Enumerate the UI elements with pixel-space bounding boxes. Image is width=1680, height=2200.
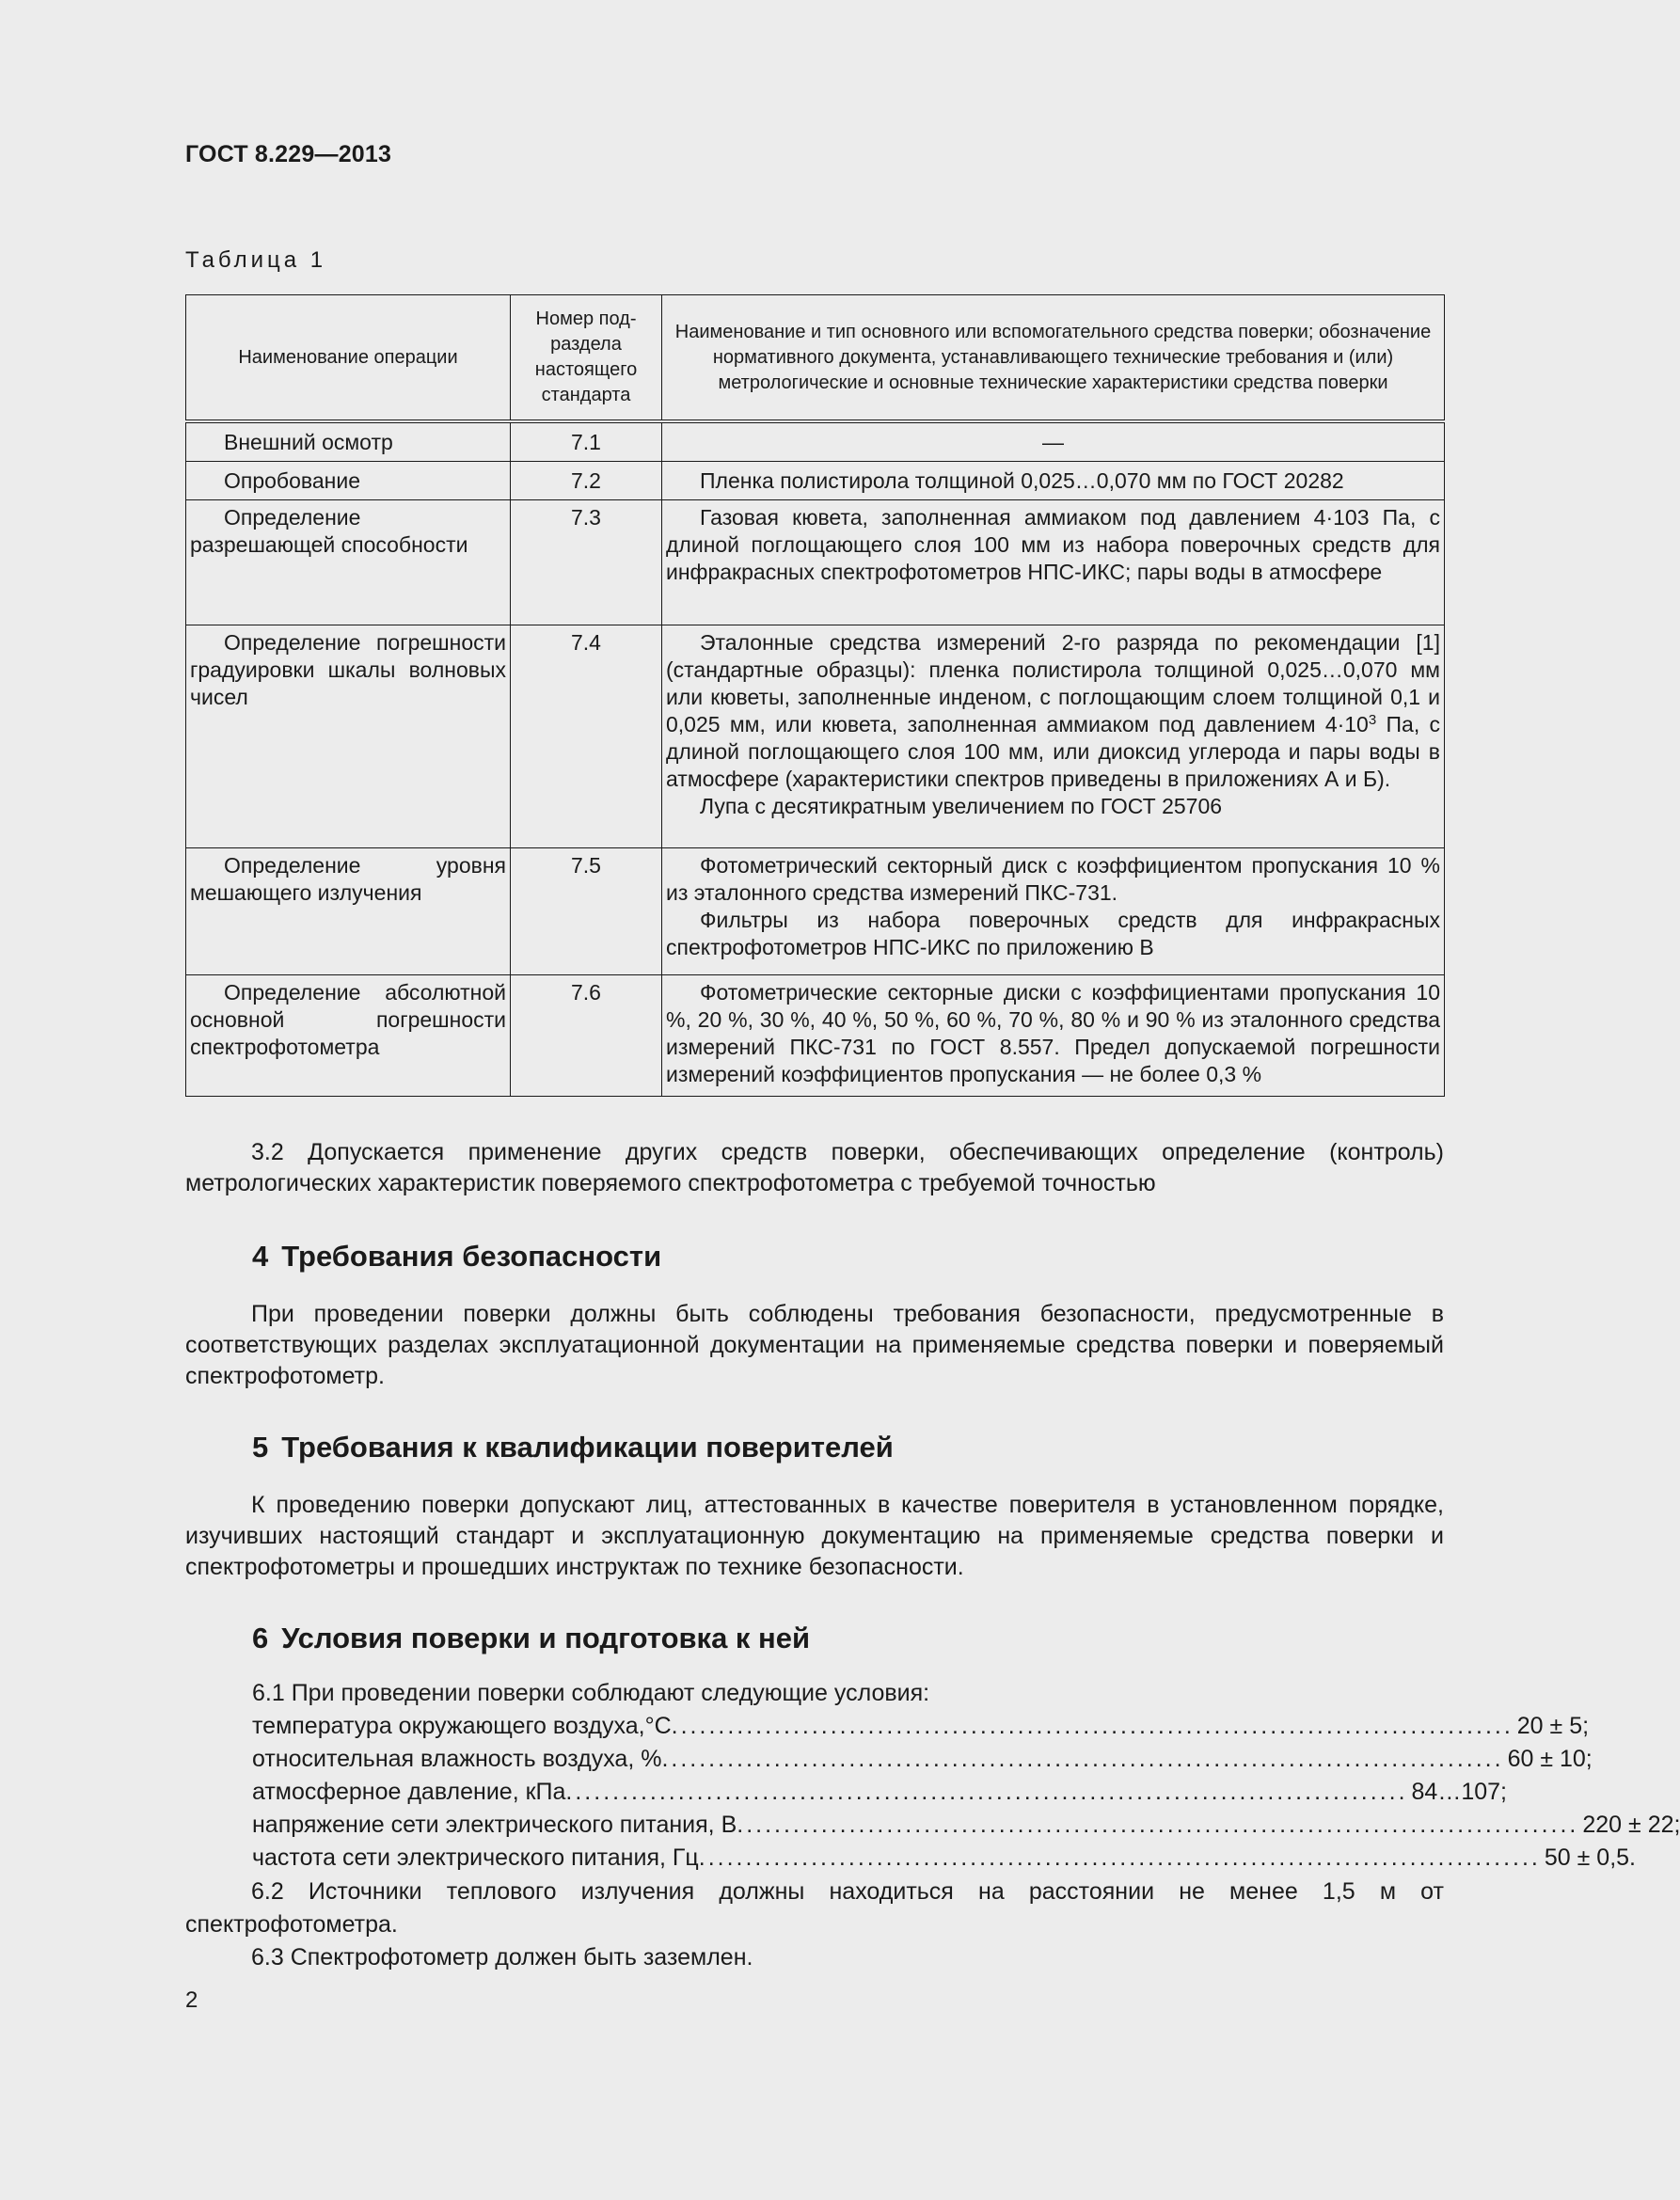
condition-value: 20 ± 5; [1516, 1713, 1590, 1739]
paragraph-text: При проведении поверки должны быть соблюдены требования безопасности, предусмотренные в соответствующих разделах эксплуатационной документации на применяемые средства поверки и поверяемый спектрофотометр. [185, 1301, 1444, 1389]
operation-name: Определение уровня мешающего излучения [190, 853, 506, 905]
section-6-content [252, 1677, 1680, 1875]
section-heading: Требования к квалификации поверителей [281, 1431, 894, 1464]
condition-value: 60 ± 10; [1507, 1746, 1593, 1772]
paragraph-6-2: 6.2 Источники теплового излучения должны находиться на расстоянии не менее 1,5 м от спектрофотометра. [185, 1878, 1444, 1938]
section-heading: Условия поверки и подготовка к ней [281, 1622, 811, 1654]
paragraph-text: К проведению поверки допускают лиц, аттестованных в качестве поверителя в установленном порядке, изучивших настоящий стандарт и эксплуатационную документацию на применяемые средства поверки и спектрофотометры и прошедших инструктаж по технике безопасности. [185, 1492, 1444, 1580]
section-6-title [252, 1622, 810, 1655]
verification-means-extra: Лупа с десятикратным увеличением по ГОСТ 25706 [700, 794, 1223, 818]
condition-item: частота сети электрического питания, Гц .......................................................................................... 50 ± 0,5. [252, 1842, 1444, 1875]
condition-label: температура окружающего воздуха,°С [252, 1713, 672, 1739]
section-number: 6 [252, 1622, 269, 1654]
paragraph-6-3: 6.3 Спектрофотометр должен быть заземлен. [251, 1944, 753, 1971]
verification-means [666, 629, 1440, 793]
condition-value: 50 ± 0,5. [1544, 1844, 1636, 1871]
condition-value: 84…107; [1411, 1779, 1507, 1805]
subsection-number: 7.4 [511, 625, 662, 848]
page-number: 2 [185, 1987, 198, 2013]
operation-name: Определение абсолютной основной погрешности спектрофотометра [190, 980, 506, 1059]
condition-item: относительная влажность воздуха, % .......................................................................................... 60 ± 10; [252, 1743, 1444, 1776]
subsection-number: 7.2 [511, 462, 662, 500]
subsection-number: 7.5 [511, 848, 662, 975]
verification-means: — [1042, 430, 1064, 454]
section-heading: Требования безопасности [281, 1240, 662, 1273]
exponent: 3 [1368, 712, 1377, 728]
section-number: 5 [252, 1431, 269, 1464]
table-caption: Таблица 1 [185, 247, 327, 273]
operation-name: Внешний осмотр [224, 430, 393, 454]
section-5-text [185, 1490, 1444, 1583]
paragraph-6-1: 6.1 При проведении поверки соблюдают следующие условия: [252, 1680, 930, 1706]
subsection-number: 7.3 [511, 500, 662, 625]
verification-means-extra: Фильтры из набора поверочных средств для инфракрасных спектрофотометров НПС-ИКС по приложению В [666, 908, 1440, 959]
section-6-paragraphs [185, 1876, 1444, 1974]
verification-means: Фотометрические секторные диски с коэффициентами пропускания 10 %, 20 %, 30 %, 40 %, 50 %, 60 %, 70 %, 80 % и 90 % из эталонного средства измерений ПКС-731 по ГОСТ 8.557. Предел допускаемой погрешности измерений коэффициентов пропускания — не более 0,3 % [666, 980, 1440, 1086]
condition-item: атмосферное давление, кПа .......................................................................................... 84…107; [252, 1776, 1444, 1809]
table-row [186, 421, 1445, 462]
verification-means: Пленка полистирола толщиной 0,025…0,070 мм по ГОСТ 20282 [700, 468, 1344, 493]
verification-means-part: Па, с длиной поглощающего слоя 100 мм, или диоксид углерода и пары воды в атмосфере (характеристики спектров приведены в приложениях А и Б). [666, 712, 1440, 791]
condition-label: атмосферное давление, кПа [252, 1779, 566, 1805]
table-row [186, 975, 1445, 1097]
table-row [186, 848, 1445, 975]
subsection-number: 7.6 [511, 975, 662, 1097]
section-4-title [252, 1240, 661, 1274]
condition-label: относительная влажность воздуха, % [252, 1746, 662, 1772]
paragraph-3-2 [185, 1137, 1444, 1199]
condition-item: температура окружающего воздуха,°С .......................................................................................... 20 ± 5; [252, 1710, 1444, 1743]
table-row [186, 500, 1445, 625]
header-operation-name: Наименование операции [186, 295, 511, 422]
condition-value: 220 ± 22; [1582, 1812, 1680, 1838]
header-subsection-number: Номер под-раздела настоящего стандарта [511, 295, 662, 422]
document-code: ГОСТ 8.229—2013 [185, 141, 392, 167]
section-number: 4 [252, 1240, 269, 1273]
condition-label: напряжение сети электрического питания, В [252, 1812, 737, 1838]
paragraph-text: 3.2 Допускается применение других средств поверки, обеспечивающих определение (контроль) метрологических характеристик поверяемого спектрофотометра с требуемой точностью [185, 1139, 1444, 1196]
operation-name: Опробование [224, 468, 360, 493]
verification-means: Фотометрический секторный диск с коэффициентом пропускания 10 % из эталонного средства измерений ПКС-731. [666, 853, 1440, 905]
table-header-row [186, 295, 1445, 422]
subsection-number: 7.1 [511, 421, 662, 462]
operation-name: Определение разрешающей способности [190, 505, 468, 557]
table-row [186, 625, 1445, 848]
operation-name: Определение погрешности градуировки шкалы волновых чисел [190, 630, 506, 709]
section-4-text [185, 1299, 1444, 1392]
header-verification-means: Наименование и тип основного или вспомогательного средства поверки; обозначение нормативного документа, устанавливающего технические требования и (или) метрологические и основные технические характеристики средства поверки [662, 295, 1445, 422]
section-5-title [252, 1431, 894, 1464]
verification-operations-table [185, 294, 1445, 1097]
table-row [186, 462, 1445, 500]
condition-item: напряжение сети электрического питания, В .......................................................................................... 220 ± 22; [252, 1809, 1444, 1842]
verification-means-part: Эталонные средства измерений 2-го разряда по рекомендации [1] (стандартные образцы): пленка полистирола толщиной 0,025…0,070 мм или кюветы, заполненные инденом, с поглощающим слоем толщиной 0,1 и 0,025 мм, или кювета, заполненная аммиаком под давлением 4·10 [666, 630, 1440, 736]
condition-label: частота сети электрического питания, Гц [252, 1844, 699, 1871]
verification-means: Газовая кювета, заполненная аммиаком под давлением 4·103 Па, с длиной поглощающего слоя 100 мм из набора поверочных средств для инфракрасных спектрофотометров НПС-ИКС; пары воды в атмосфере [666, 505, 1440, 584]
